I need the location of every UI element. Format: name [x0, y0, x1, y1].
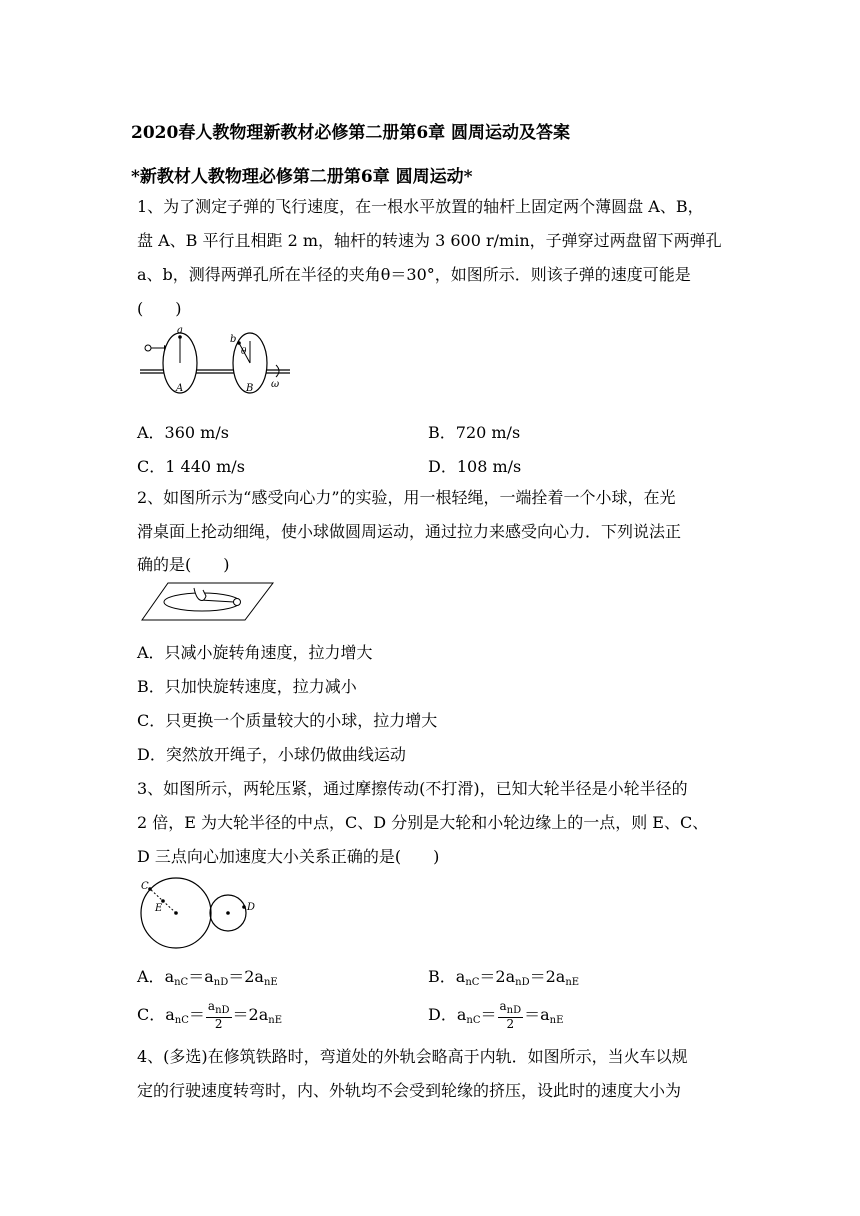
label-c: C [141, 881, 149, 892]
table-surface [142, 583, 273, 620]
q3-option-a: A．$a_{nC}=a_{nD}=2a_{nE}$ [137, 967, 278, 988]
label-b: b [230, 334, 237, 345]
q2-line-1: 2、如图所示为“感受向心力”的实验，用一根轻绳，一端拴着一个小球，在光 [137, 488, 676, 507]
label-a: a [177, 325, 183, 336]
fraction: $\frac{a_{nD}}{2}$ [207, 999, 230, 1031]
q3-option-d: D．$a_{nC}=$ $\frac{a_{nD}}{2}$ $=a_{nE}$ [428, 999, 564, 1031]
q2-option-a: A．只减小旋转角速度，拉力增大 [137, 643, 373, 662]
q3-line-1: 3、如图所示，两轮压紧，通过摩擦传动(不打滑)，已知大轮半径是小轮半径的 [137, 779, 688, 798]
q1-line-2: 盘 A、B 平行且相距 2 m，轴杆的转速为 3 600 r/min，子弹穿过两盘留下两弹孔 [137, 231, 722, 250]
q1-option-a: A．360 m/s [137, 423, 229, 442]
q1-option-c: C．1 440 m/s [137, 457, 245, 476]
q4-line-2: 定的行驶速度转弯时，内、外轨均不会受到轮缘的挤压，设此时的速度大小为 [137, 1081, 682, 1100]
label-theta: θ [241, 347, 247, 357]
q3-line-3: D 三点向心加速度大小关系正确的是( ) [137, 847, 440, 866]
fraction: $\frac{a_{nD}}{2}$ [499, 999, 522, 1031]
q1-disks-figure [140, 323, 295, 398]
label-omega: ω [271, 379, 280, 390]
q3-option-b: B．$a_{nC}=2a_{nD}=2a_{nE}$ [428, 967, 580, 988]
q2-line-3: 确的是( ) [137, 555, 230, 574]
ball-icon [234, 599, 241, 606]
q3-line-2: 2 倍，E 为大轮半径的中点，C、D 分别是大轮和小轮边缘上的一点，则 E、C、 [137, 813, 709, 832]
q1-line-1: 1、为了测定子弹的飞行速度，在一根水平放置的轴杆上固定两个薄圆盘 A、B， [137, 197, 704, 216]
q2-option-b: B．只加快旋转速度，拉力减小 [137, 677, 357, 696]
q2-option-c: C．只更换一个质量较大的小球，拉力增大 [137, 711, 438, 730]
label-d: D [247, 902, 256, 913]
hole-b [237, 341, 241, 345]
rotation-arrow [276, 365, 279, 377]
q2-option-d: D．突然放开绳子，小球仍做曲线运动 [137, 745, 406, 764]
q1-line-4: ( ) [137, 299, 182, 318]
large-center [174, 911, 178, 915]
q1-option-b: B．720 m/s [428, 423, 521, 442]
q3-wheels-figure [138, 876, 263, 952]
label-e: E [155, 903, 163, 914]
q1-line-3: a、b，测得两弹孔所在半径的夹角θ＝30°，如图所示．则该子弹的速度可能是 [137, 265, 691, 284]
point-d [242, 905, 246, 909]
document-subtitle: *新教材人教物理必修第二册第6章 圆周运动* [131, 167, 473, 187]
q1-option-d: D．108 m/s [428, 457, 522, 476]
q2-table-figure [140, 580, 275, 625]
point-c [148, 887, 152, 891]
q3-option-c: C．$a_{nC}=$ $\frac{a_{nD}}{2}$ $=2a_{nE}$ [137, 999, 283, 1031]
bullet-icon [145, 345, 151, 351]
label-disk-b: B [246, 383, 254, 394]
document-title: 2020春人教物理新教材必修第二册第6章 圆周运动及答案 [131, 123, 571, 143]
small-center [226, 911, 230, 915]
label-disk-a: A [176, 383, 184, 394]
q2-line-2: 滑桌面上抡动细绳，使小球做圆周运动，通过拉力来感受向心力．下列说法正 [137, 522, 682, 541]
q4-line-1: 4、(多选)在修筑铁路时，弯道处的外轨会略高于内轨．如图所示，当火车以规 [137, 1047, 688, 1066]
